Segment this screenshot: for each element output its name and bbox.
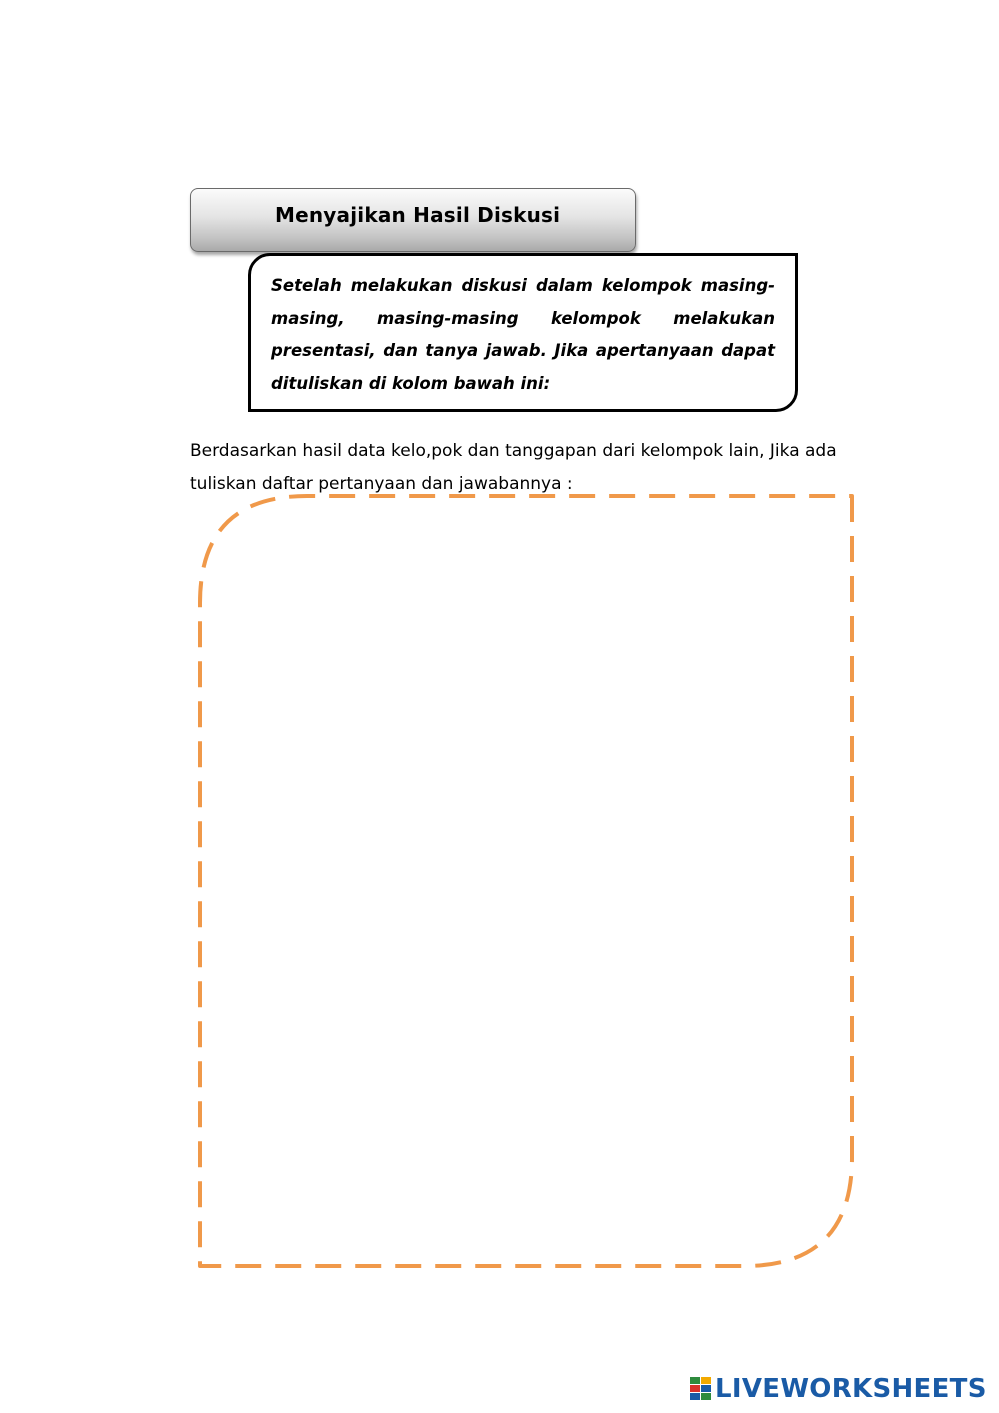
liveworksheets-logo-icon xyxy=(690,1377,712,1401)
instruction-text: Berdasarkan hasil data kelo,pok dan tanggapan dari kelompok lain, Jika ada tuliskan daftar pertanyaan dan jawabannya : xyxy=(190,441,837,494)
liveworksheets-wordmark: LIVEWORKSHEETS xyxy=(715,1374,987,1404)
liveworksheets-brand xyxy=(690,1372,987,1406)
dashed-answer-border xyxy=(200,496,852,1266)
section-title: Menyajikan Hasil Diskusi xyxy=(275,203,561,227)
intro-text: Setelah melakukan diskusi dalam kelompok masing-masing, masing-masing kelompok melakukan presentasi, dan tanya jawab. Jika apertanyaan dapat dituliskan di kolom bawah ini: xyxy=(271,276,775,393)
